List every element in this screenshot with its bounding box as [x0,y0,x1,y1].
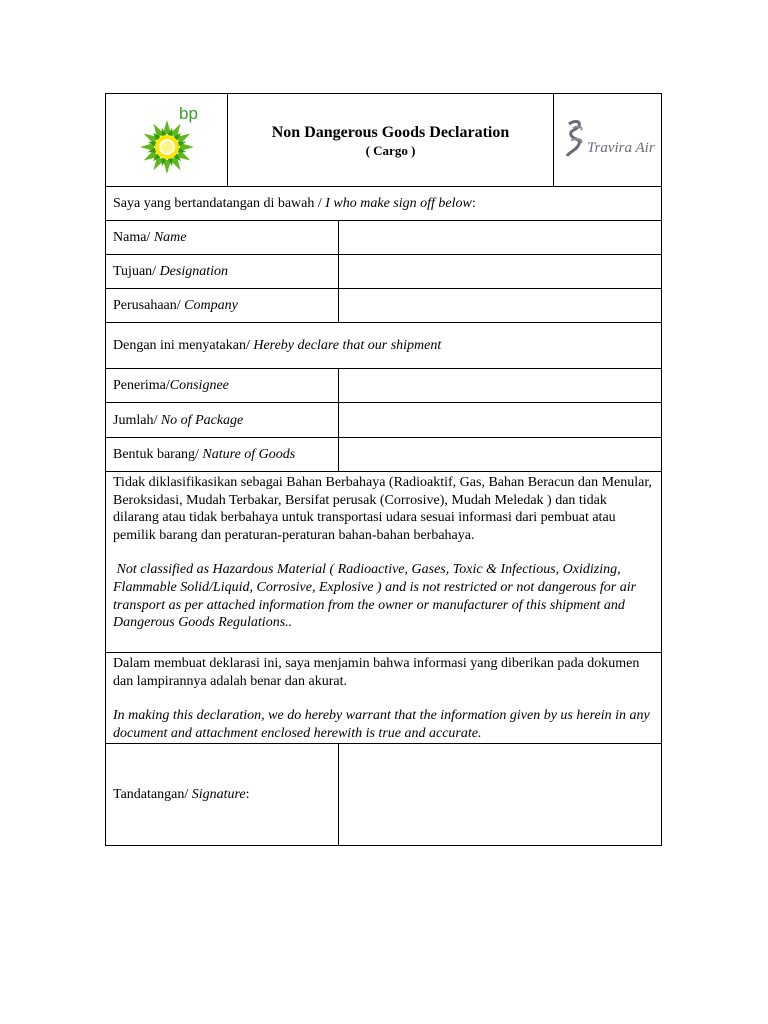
signature-row [106,743,661,845]
designation-label: Tujuan/ Designation [106,255,339,288]
warranty-text-en: In making this declaration, we do hereby warrant that the information given by us herein in any document and attachment enclosed herewith is true and accurate. [113,708,650,741]
package-count-label: Jumlah/ No of Package [106,403,339,437]
package-count-row [106,402,661,437]
page-title: Non Dangerous Goods Declaration [271,124,510,141]
classification-text-en: Not classified as Hazardous Material ( Radioactive, Gases, Toxic & Infectious, Oxidizing, Flammable Solid/Liquid, Corrosive, Explosive ) and is not restricted or not dangerous for air transport as per attached information from the owner or manufacturer of this shipment and Dangerous Goods Regulations.. [113,562,640,631]
declare-row [106,322,661,368]
signature-field[interactable] [339,744,661,845]
form-header [106,94,661,186]
designation-field[interactable] [339,255,661,288]
bp-helios-icon [139,119,195,175]
company-field[interactable] [339,289,661,322]
declare-label: Dengan ini menyatakan/ Hereby declare that our shipment [113,338,442,353]
name-label: Nama/ Name [106,221,339,254]
page-subtitle: ( Cargo ) [365,143,416,158]
classification-section [106,471,661,652]
nature-of-goods-label: Bentuk barang/ Nature of Goods [106,438,339,471]
company-label: Perusahaan/ Company [106,289,339,322]
name-row [106,220,661,254]
designation-row [106,254,661,288]
signature-label: Tandatangan/ Signature : [106,744,339,845]
package-count-field[interactable] [339,403,661,437]
intro-label: Saya yang bertandatangan di bawah / I who make sign off below : [113,196,476,211]
consignee-row [106,368,661,402]
nature-of-goods-field[interactable] [339,438,661,471]
declaration-form [105,93,662,846]
intro-row [106,186,661,220]
travira-air-logo [554,94,661,186]
travira-air-logo-icon [559,110,657,170]
title-box [228,94,554,186]
travira-air-logo-text: Travira Air [586,140,655,156]
bp-logo [106,94,228,186]
name-field[interactable] [339,221,661,254]
consignee-field[interactable] [339,369,661,402]
warranty-text-id: Dalam membuat deklarasi ini, saya menjamin bahwa informasi yang diberikan pada dokumen dan lampirannya adalah benar dan akurat. [113,656,640,689]
classification-text-id: Tidak diklasifikasikan sebagai Bahan Berbahaya (Radioaktif, Gas, Bahan Beracun dan Menular, Beroksidasi, Mudah Terbakar, Bersifat perusak (Corrosive), Mudah Meledak ) dan tidak dilarang atau tidak berbahaya untuk transportasi udara sesuai informasi dari pembuat atau pemilik barang dan peraturan-peraturan bahan-bahan berbahaya. [113,475,652,543]
consignee-label: Penerima/ Consignee [106,369,339,402]
bp-logo-text: bp [179,104,198,123]
company-row [106,288,661,322]
warranty-section [106,652,661,743]
nature-of-goods-row [106,437,661,471]
